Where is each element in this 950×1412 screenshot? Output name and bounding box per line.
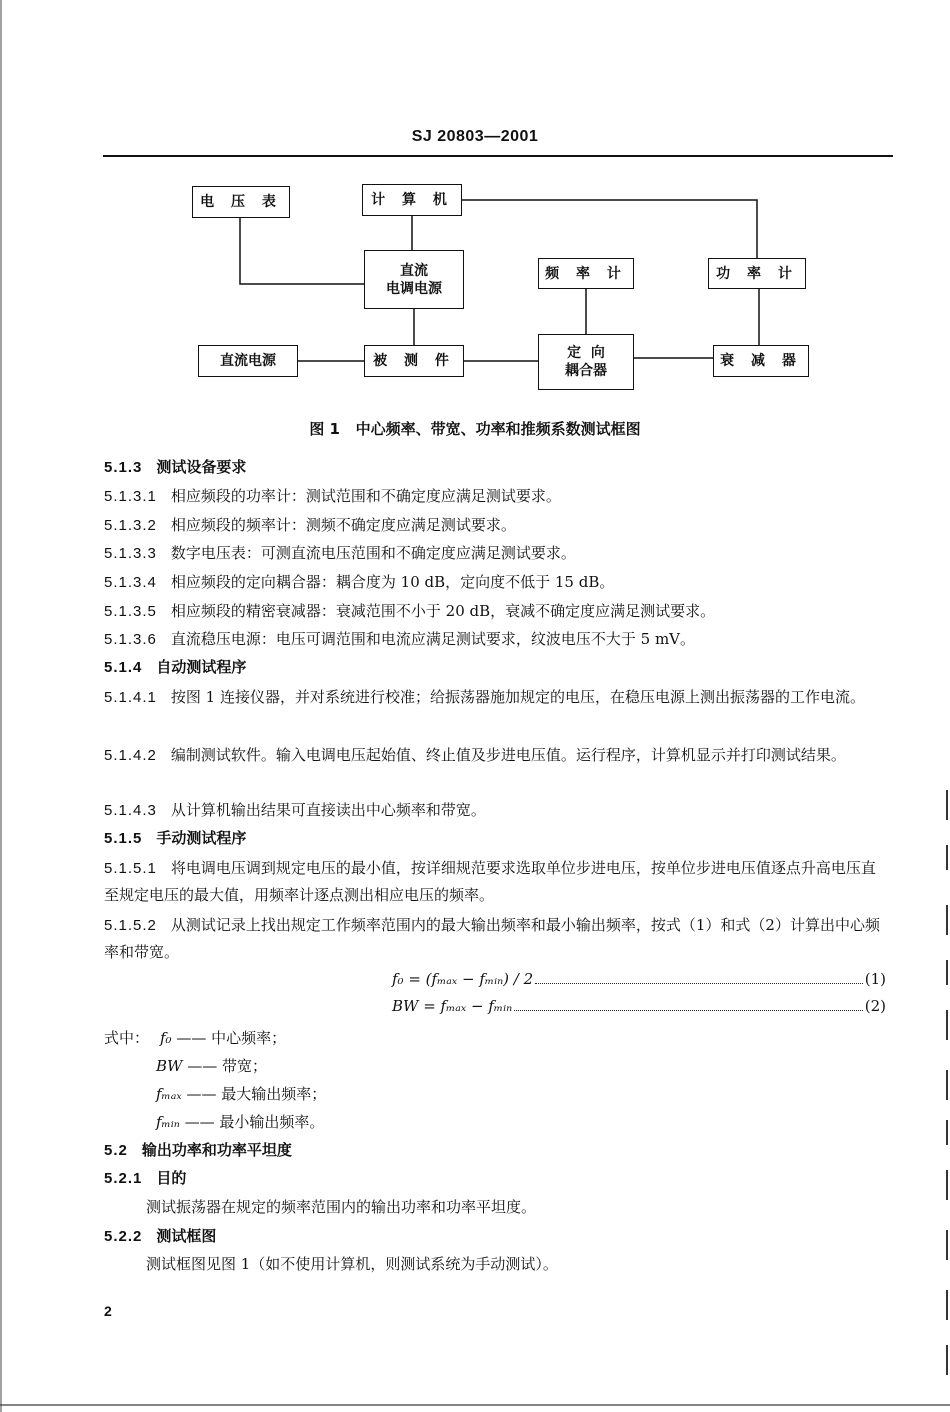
section-heading [104, 1139, 894, 1162]
paragraph: 测试框图见图 1（如不使用计算机，则测试系统为手动测试）。 [146, 1255, 558, 1273]
clause [104, 514, 894, 537]
definition-text: —— 带宽； [187, 1057, 268, 1075]
clause [104, 571, 894, 594]
scan-edge-mark [946, 1230, 948, 1260]
clause-text: 从计算机输出结果可直接读出中心频率和带宽。 [170, 801, 486, 819]
section-number: 5.2.1 [104, 1170, 143, 1187]
leader-dots [535, 983, 863, 984]
clause-number: 5.1.3.5 [104, 603, 157, 620]
section-title: 输出功率和功率平坦度 [141, 1141, 292, 1159]
scan-bottom-line [0, 1404, 950, 1406]
definition-symbol: BW [156, 1057, 183, 1075]
scan-edge-mark [946, 1345, 948, 1375]
dut-box [364, 345, 464, 377]
clause [104, 542, 894, 565]
clause-number: 5.1.3.2 [104, 517, 157, 534]
frequency-counter-box [538, 258, 634, 289]
clause [104, 912, 888, 966]
clause-number: 5.1.5.1 [104, 860, 157, 877]
page-number: 2 [104, 1303, 112, 1319]
figure-caption: 图 1 中心频率、带宽、功率和推频系数测试框图 [309, 420, 641, 438]
clause-number: 5.1.3.4 [104, 574, 157, 591]
clause-number: 5.1.3.3 [104, 545, 157, 562]
clause-text: 直流稳压电源：电压可调范围和电流应满足测试要求，纹波电压不大于 5 mV。 [170, 630, 696, 648]
clause-number: 5.1.3.6 [104, 631, 157, 648]
section-heading [104, 456, 894, 479]
standard-number: SJ 20803—2001 [411, 128, 539, 145]
section-title: 自动测试程序 [156, 658, 247, 676]
clause-text: 相应频段的精密衰减器：衰减范围不小于 20 dB，衰减不确定度应满足测试要求。 [170, 602, 716, 620]
scan-edge-mark [946, 845, 948, 870]
attenuator-label: 衰 减 器 [720, 353, 802, 369]
definition-symbol: fₘᵢₙ [156, 1113, 180, 1131]
voltmeter-label: 电 压 表 [200, 194, 282, 210]
formula-1 [392, 970, 886, 988]
clause [104, 485, 894, 508]
scan-edge-mark [946, 1010, 948, 1040]
section-title: 目的 [156, 1169, 187, 1187]
power-meter-label: 功 率 计 [716, 265, 798, 282]
dc-tunable-supply-label-2: 电调电源 [386, 280, 442, 297]
definition-text: —— 中心频率； [176, 1029, 287, 1047]
clause-number: 5.1.5.2 [104, 917, 157, 934]
voltmeter-box [192, 186, 290, 218]
definition-text: —— 最小输出频率。 [184, 1113, 325, 1131]
scan-edge-mark [946, 1070, 948, 1100]
directional-coupler-label-2: 耦合器 [565, 363, 607, 379]
clause-text: 从测试记录上找出规定工作频率范围内的最大输出频率和最小输出频率，按式（1）和式（2）计算出中心频率和带宽。 [104, 916, 880, 961]
clause-number: 5.1.4.3 [104, 802, 157, 819]
clause-text: 相应频段的定向耦合器：耦合度为 10 dB，定向度不低于 15 dB。 [170, 573, 615, 591]
section-number: 5.1.5 [104, 830, 143, 847]
directional-coupler-label-1: 定 向 [567, 345, 605, 361]
definition-f0 [160, 1027, 286, 1048]
directional-coupler-box [538, 334, 634, 390]
section-heading [104, 827, 894, 850]
formula-2-expression: BW = fₘₐₓ − fₘᵢₙ [392, 997, 513, 1015]
scan-edge-mark [946, 1290, 948, 1320]
computer-label: 计 算 机 [371, 192, 453, 208]
clause-text: 数字电压表：可测直流电压范围和不确定度应满足测试要求。 [170, 544, 576, 562]
where-label: 式中： [104, 1029, 150, 1047]
section-number: 5.2.2 [104, 1228, 143, 1245]
line-computer-powermeter [462, 200, 757, 258]
section-title: 测试设备要求 [156, 458, 247, 476]
clause-number: 5.1.4.1 [104, 689, 157, 706]
section-number: 5.1.4 [104, 659, 143, 676]
clause [104, 855, 888, 909]
clause-number: 5.1.3.1 [104, 488, 157, 505]
clause [104, 600, 894, 623]
scan-edge-mark [946, 905, 948, 935]
definition-fmax [156, 1083, 326, 1104]
section-heading [104, 1167, 894, 1190]
definition-text: —— 最大输出频率； [186, 1085, 327, 1103]
clause-text: 编制测试软件。输入电调电压起始值、终止值及步进电压值。运行程序，计算机显示并打印测试结果。 [170, 746, 846, 764]
formula-1-expression: f₀ = (fₘₐₓ − fₘᵢₙ) / 2 [392, 970, 534, 988]
section-title: 测试框图 [156, 1227, 217, 1245]
scan-edge-mark [946, 790, 948, 820]
definition-symbol: fₘₐₓ [156, 1085, 182, 1103]
section-number: 5.2 [104, 1142, 128, 1159]
clause [104, 628, 894, 651]
clause-number: 5.1.4.2 [104, 747, 157, 764]
dc-power-supply-box [198, 345, 298, 377]
section-heading [104, 1225, 894, 1248]
section-heading [104, 656, 894, 679]
clause-text: 按图 1 连接仪器，并对系统进行校准；给振荡器施加规定的电压，在稳压电源上测出振荡器的工作电流。 [170, 688, 865, 706]
dc-tunable-supply-box [364, 250, 464, 309]
dut-label: 被 测 件 [373, 353, 455, 369]
dc-power-supply-label: 直流电源 [220, 353, 276, 369]
formula-2 [392, 997, 886, 1015]
clause-text: 相应频段的频率计：测频不确定度应满足测试要求。 [170, 516, 516, 534]
definition-symbol: f₀ [160, 1029, 172, 1047]
scan-edge-mark [946, 960, 948, 985]
clause [104, 742, 888, 769]
formula-1-number: (1) [864, 970, 886, 988]
clause-text: 将电调电压调到规定电压的最小值，按详细规范要求选取单位步进电压，按单位步进电压值逐点升高电压直至规定电压的最大值，用频率计逐点测出相应电压的频率。 [104, 859, 876, 904]
clause-text: 相应频段的功率计：测试范围和不确定度应满足测试要求。 [170, 487, 561, 505]
clause [104, 684, 888, 711]
definition-bw [156, 1055, 267, 1076]
definition-fmin [156, 1111, 324, 1132]
dc-tunable-supply-label-1: 直流 [400, 262, 428, 279]
scan-edge-mark [946, 1170, 948, 1200]
leader-dots [514, 1010, 863, 1011]
paragraph: 测试振荡器在规定的频率范围内的输出功率和功率平坦度。 [146, 1198, 537, 1216]
frequency-counter-label: 频 率 计 [545, 265, 627, 282]
attenuator-box [713, 345, 809, 377]
line-voltmeter-supply [240, 218, 364, 284]
clause [104, 799, 894, 822]
scan-edge-mark [946, 1120, 948, 1145]
section-number: 5.1.3 [104, 459, 143, 476]
computer-box [362, 184, 462, 216]
power-meter-box [708, 258, 806, 289]
formula-2-number: (2) [864, 997, 886, 1015]
section-title: 手动测试程序 [156, 829, 247, 847]
